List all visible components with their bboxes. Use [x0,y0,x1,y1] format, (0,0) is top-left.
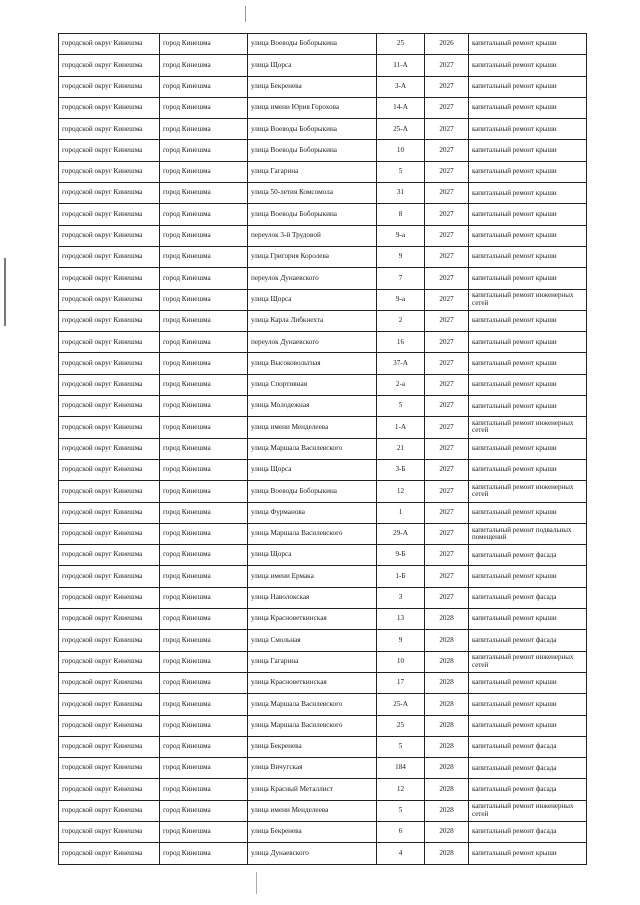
work-type-cell: капитальный ремонт фасада [469,779,587,800]
work-type-cell: капитальный ремонт крыши [469,438,587,459]
city-cell: город Кинешма [160,481,248,502]
house-number-cell: 1-Б [377,566,425,587]
house-number-cell: 3 [377,587,425,608]
table-row [59,609,587,630]
table-row [59,672,587,693]
house-number-cell: 5 [377,800,425,821]
house-number-cell: 31 [377,183,425,204]
year-cell: 2027 [425,502,469,523]
work-type-cell: капитальный ремонт крыши [469,332,587,353]
table-row [59,310,587,331]
year-cell: 2027 [425,289,469,310]
house-number-cell: 10 [377,651,425,672]
district-cell: городской округ Кинешма [59,353,160,374]
city-cell: город Кинешма [160,310,248,331]
district-cell: городской округ Кинешма [59,374,160,395]
year-cell: 2027 [425,566,469,587]
scan-mark-bottom [256,872,257,894]
house-number-cell: 5 [377,396,425,417]
year-cell: 2028 [425,609,469,630]
year-cell: 2028 [425,651,469,672]
district-cell: городской округ Кинешма [59,779,160,800]
work-type-cell: капитальный ремонт крыши [469,502,587,523]
district-cell: городской округ Кинешма [59,672,160,693]
district-cell: городской округ Кинешма [59,651,160,672]
year-cell: 2028 [425,843,469,864]
district-cell: городской округ Кинешма [59,332,160,353]
street-cell: улица Красноветкинская [248,672,377,693]
district-cell: городской округ Кинешма [59,34,160,55]
city-cell: город Кинешма [160,630,248,651]
city-cell: город Кинешма [160,779,248,800]
house-number-cell: 5 [377,161,425,182]
city-cell: город Кинешма [160,289,248,310]
table-row [59,843,587,864]
street-cell: улица Фурманова [248,502,377,523]
street-cell: улица Григория Королева [248,246,377,267]
house-number-cell: 9 [377,246,425,267]
district-cell: городской округ Кинешма [59,161,160,182]
table-row [59,481,587,502]
table-row [59,545,587,566]
work-type-cell: капитальный ремонт крыши [469,55,587,76]
house-number-cell: 16 [377,332,425,353]
work-type-cell: капитальный ремонт инженерных сетей [469,417,587,438]
city-cell: город Кинешма [160,502,248,523]
city-cell: город Кинешма [160,523,248,544]
street-cell: улица Воеводы Боборыкина [248,481,377,502]
city-cell: город Кинешма [160,651,248,672]
street-cell: улица Красноветкинская [248,609,377,630]
street-cell: улица Щорса [248,545,377,566]
work-type-cell: капитальный ремонт крыши [469,140,587,161]
year-cell: 2028 [425,694,469,715]
district-cell: городской округ Кинешма [59,76,160,97]
work-type-cell: капитальный ремонт фасада [469,630,587,651]
year-cell: 2027 [425,310,469,331]
city-cell: город Кинешма [160,587,248,608]
house-number-cell: 17 [377,672,425,693]
work-type-cell: капитальный ремонт фасада [469,587,587,608]
year-cell: 2027 [425,76,469,97]
year-cell: 2028 [425,672,469,693]
work-type-cell: капитальный ремонт фасада [469,545,587,566]
work-type-cell: капитальный ремонт крыши [469,353,587,374]
table-row [59,821,587,842]
work-type-cell: капитальный ремонт крыши [469,183,587,204]
street-cell: переулок Дунаевского [248,332,377,353]
work-type-cell: капитальный ремонт крыши [469,310,587,331]
street-cell: улица Наволокская [248,587,377,608]
table-row [59,715,587,736]
city-cell: город Кинешма [160,161,248,182]
district-cell: городской округ Кинешма [59,183,160,204]
house-number-cell: 21 [377,438,425,459]
year-cell: 2027 [425,438,469,459]
street-cell: улица имени Менделеева [248,800,377,821]
table-row [59,459,587,480]
street-cell: улица имени Ермака [248,566,377,587]
house-number-cell: 6 [377,821,425,842]
city-cell: город Кинешма [160,76,248,97]
year-cell: 2027 [425,587,469,608]
district-cell: городской округ Кинешма [59,396,160,417]
house-number-cell: 2-а [377,374,425,395]
year-cell: 2026 [425,34,469,55]
street-cell: улица Вичугская [248,758,377,779]
table-row [59,651,587,672]
year-cell: 2027 [425,119,469,140]
house-number-cell: 3-Б [377,459,425,480]
street-cell: улица Маршала Василевского [248,715,377,736]
work-type-cell: капитальный ремонт подвальных помещений [469,523,587,544]
table-row [59,97,587,118]
work-type-cell: капитальный ремонт крыши [469,76,587,97]
city-cell: город Кинешма [160,268,248,289]
house-number-cell: 5 [377,736,425,757]
street-cell: улица Щорса [248,55,377,76]
street-cell: улица Маршала Василевского [248,523,377,544]
year-cell: 2027 [425,353,469,374]
city-cell: город Кинешма [160,332,248,353]
table-row [59,225,587,246]
house-number-cell: 1 [377,502,425,523]
city-cell: город Кинешма [160,140,248,161]
house-number-cell: 29-А [377,523,425,544]
house-number-cell: 9-Б [377,545,425,566]
table-row [59,396,587,417]
year-cell: 2028 [425,715,469,736]
work-type-cell: капитальный ремонт крыши [469,119,587,140]
work-type-cell: капитальный ремонт крыши [469,225,587,246]
work-type-cell: капитальный ремонт крыши [469,204,587,225]
table-row [59,246,587,267]
table-row [59,183,587,204]
street-cell: улица Молодежная [248,396,377,417]
house-number-cell: 9-а [377,225,425,246]
district-cell: городской округ Кинешма [59,715,160,736]
year-cell: 2028 [425,779,469,800]
city-cell: город Кинешма [160,609,248,630]
work-type-cell: капитальный ремонт крыши [469,459,587,480]
district-cell: городской округ Кинешма [59,758,160,779]
table-row [59,502,587,523]
street-cell: улица Смольная [248,630,377,651]
table-row [59,119,587,140]
street-cell: улица Маршала Василевского [248,438,377,459]
house-number-cell: 3-А [377,76,425,97]
table-row [59,140,587,161]
table-row [59,55,587,76]
district-cell: городской округ Кинешма [59,289,160,310]
street-cell: улица Спортивная [248,374,377,395]
district-cell: городской округ Кинешма [59,800,160,821]
year-cell: 2027 [425,183,469,204]
year-cell: 2027 [425,545,469,566]
house-number-cell: 25 [377,34,425,55]
street-cell: переулок Дунаевского [248,268,377,289]
district-cell: городской округ Кинешма [59,310,160,331]
year-cell: 2027 [425,204,469,225]
year-cell: 2028 [425,630,469,651]
district-cell: городской округ Кинешма [59,97,160,118]
city-cell: город Кинешма [160,374,248,395]
year-cell: 2027 [425,161,469,182]
street-cell: улица имени Менделеева [248,417,377,438]
city-cell: город Кинешма [160,843,248,864]
city-cell: город Кинешма [160,821,248,842]
street-cell: улица Бекренева [248,76,377,97]
work-type-cell: капитальный ремонт крыши [469,268,587,289]
house-number-cell: 25 [377,715,425,736]
district-cell: городской округ Кинешма [59,225,160,246]
city-cell: город Кинешма [160,736,248,757]
work-type-cell: капитальный ремонт инженерных сетей [469,651,587,672]
work-type-cell: капитальный ремонт фасада [469,821,587,842]
year-cell: 2027 [425,55,469,76]
house-number-cell: 14-А [377,97,425,118]
repair-schedule-table [58,33,587,865]
table-row [59,353,587,374]
street-cell: улица Щорса [248,289,377,310]
district-cell: городской округ Кинешма [59,630,160,651]
district-cell: городской округ Кинешма [59,204,160,225]
house-number-cell: 10 [377,140,425,161]
house-number-cell: 8 [377,204,425,225]
year-cell: 2027 [425,225,469,246]
house-number-cell: 25-А [377,119,425,140]
district-cell: городской округ Кинешма [59,843,160,864]
work-type-cell: капитальный ремонт крыши [469,715,587,736]
city-cell: город Кинешма [160,672,248,693]
district-cell: городской округ Кинешма [59,55,160,76]
year-cell: 2028 [425,736,469,757]
city-cell: город Кинешма [160,417,248,438]
house-number-cell: 12 [377,779,425,800]
house-number-cell: 2 [377,310,425,331]
house-number-cell: 25-А [377,694,425,715]
year-cell: 2028 [425,800,469,821]
district-cell: городской округ Кинешма [59,694,160,715]
city-cell: город Кинешма [160,545,248,566]
house-number-cell: 9 [377,630,425,651]
work-type-cell: капитальный ремонт крыши [469,672,587,693]
street-cell: улица Гагарина [248,651,377,672]
street-cell: улица Высоковольтная [248,353,377,374]
city-cell: город Кинешма [160,353,248,374]
district-cell: городской округ Кинешма [59,119,160,140]
city-cell: город Кинешма [160,459,248,480]
table-row [59,800,587,821]
house-number-cell: 12 [377,481,425,502]
work-type-cell: капитальный ремонт крыши [469,97,587,118]
district-cell: городской округ Кинешма [59,566,160,587]
table-row [59,779,587,800]
street-cell: улица Воеводы Боборыкина [248,204,377,225]
work-type-cell: капитальный ремонт крыши [469,161,587,182]
city-cell: город Кинешма [160,225,248,246]
district-cell: городской округ Кинешма [59,246,160,267]
district-cell: городской округ Кинешма [59,417,160,438]
scan-mark-top [245,6,246,22]
street-cell: улица имени Юрия Горохова [248,97,377,118]
table-row [59,204,587,225]
street-cell: улица Маршала Василевского [248,694,377,715]
house-number-cell: 9-а [377,289,425,310]
year-cell: 2027 [425,268,469,289]
work-type-cell: капитальный ремонт крыши [469,246,587,267]
table-row [59,417,587,438]
work-type-cell: капитальный ремонт фасада [469,736,587,757]
street-cell: улица Воеводы Боборыкина [248,119,377,140]
year-cell: 2027 [425,523,469,544]
table-row [59,34,587,55]
work-type-cell: капитальный ремонт инженерных сетей [469,481,587,502]
street-cell: улица Щорса [248,459,377,480]
street-cell: улица Воеводы Боборыкина [248,34,377,55]
city-cell: город Кинешма [160,800,248,821]
table-row [59,268,587,289]
house-number-cell: 11-А [377,55,425,76]
work-type-cell: капитальный ремонт крыши [469,34,587,55]
table-row [59,736,587,757]
year-cell: 2027 [425,396,469,417]
year-cell: 2028 [425,758,469,779]
work-type-cell: капитальный ремонт инженерных сетей [469,289,587,310]
house-number-cell: 13 [377,609,425,630]
city-cell: город Кинешма [160,55,248,76]
year-cell: 2027 [425,374,469,395]
work-type-cell: капитальный ремонт крыши [469,396,587,417]
city-cell: город Кинешма [160,34,248,55]
city-cell: город Кинешма [160,396,248,417]
year-cell: 2027 [425,140,469,161]
district-cell: городской округ Кинешма [59,481,160,502]
year-cell: 2027 [425,459,469,480]
table-row [59,438,587,459]
table-row [59,161,587,182]
street-cell: улица Бекренева [248,821,377,842]
work-type-cell: капитальный ремонт инженерных сетей [469,800,587,821]
table-body [59,34,587,865]
table-row [59,566,587,587]
street-cell: улица Воеводы Боборыкина [248,140,377,161]
district-cell: городской округ Кинешма [59,736,160,757]
table-row [59,332,587,353]
street-cell: улица Красный Металлист [248,779,377,800]
house-number-cell: 7 [377,268,425,289]
city-cell: город Кинешма [160,694,248,715]
district-cell: городской округ Кинешма [59,438,160,459]
district-cell: городской округ Кинешма [59,609,160,630]
city-cell: город Кинешма [160,566,248,587]
street-cell: улица 50-летия Комсомола [248,183,377,204]
work-type-cell: капитальный ремонт крыши [469,566,587,587]
city-cell: город Кинешма [160,715,248,736]
work-type-cell: капитальный ремонт крыши [469,694,587,715]
house-number-cell: 4 [377,843,425,864]
table-row [59,758,587,779]
district-cell: городской округ Кинешма [59,523,160,544]
year-cell: 2027 [425,417,469,438]
table-row [59,630,587,651]
city-cell: город Кинешма [160,183,248,204]
table-row [59,523,587,544]
city-cell: город Кинешма [160,758,248,779]
work-type-cell: капитальный ремонт крыши [469,609,587,630]
year-cell: 2027 [425,97,469,118]
city-cell: город Кинешма [160,97,248,118]
district-cell: городской округ Кинешма [59,545,160,566]
street-cell: улица Бекренева [248,736,377,757]
district-cell: городской округ Кинешма [59,587,160,608]
table-row [59,694,587,715]
district-cell: городской округ Кинешма [59,502,160,523]
house-number-cell: 37-А [377,353,425,374]
work-type-cell: капитальный ремонт фасада [469,758,587,779]
district-cell: городской округ Кинешма [59,821,160,842]
scan-mark-left [4,258,6,326]
year-cell: 2027 [425,332,469,353]
table-row [59,374,587,395]
district-cell: городской округ Кинешма [59,140,160,161]
year-cell: 2028 [425,821,469,842]
table-row [59,289,587,310]
city-cell: город Кинешма [160,119,248,140]
district-cell: городской округ Кинешма [59,459,160,480]
house-number-cell: 1-А [377,417,425,438]
city-cell: город Кинешма [160,246,248,267]
city-cell: город Кинешма [160,204,248,225]
street-cell: улица Гагарина [248,161,377,182]
year-cell: 2027 [425,481,469,502]
district-cell: городской округ Кинешма [59,268,160,289]
table-row [59,587,587,608]
street-cell: улица Дунаевского [248,843,377,864]
table-row [59,76,587,97]
work-type-cell: капитальный ремонт крыши [469,374,587,395]
house-number-cell: 184 [377,758,425,779]
work-type-cell: капитальный ремонт крыши [469,843,587,864]
street-cell: улица Карла Либкнехта [248,310,377,331]
year-cell: 2027 [425,246,469,267]
street-cell: переулок 3-й Трудовой [248,225,377,246]
city-cell: город Кинешма [160,438,248,459]
